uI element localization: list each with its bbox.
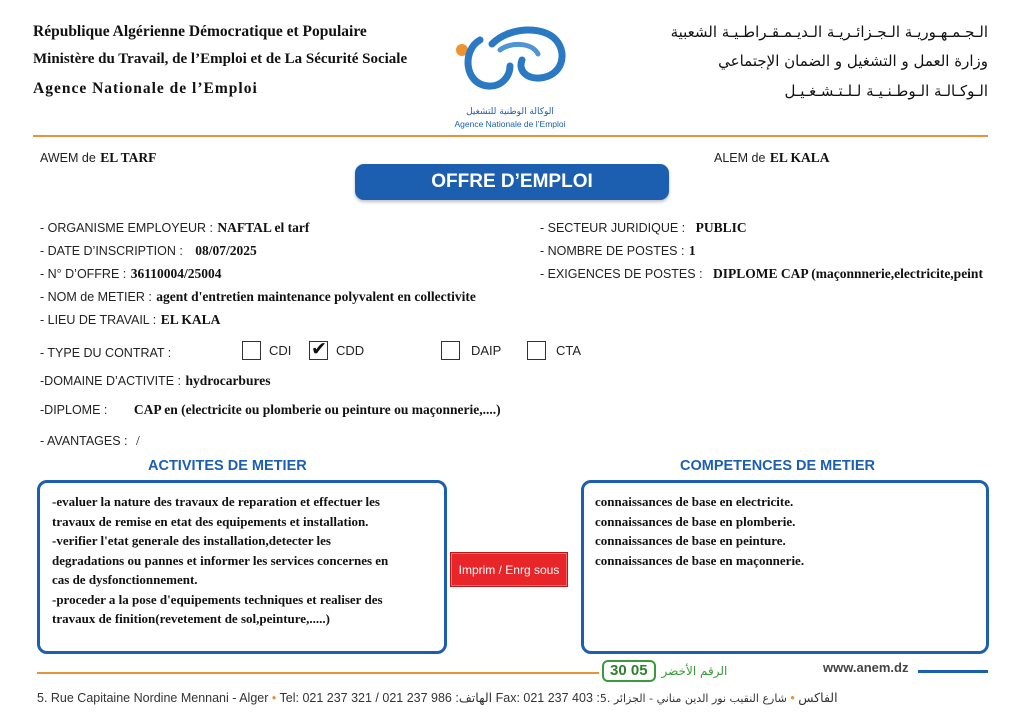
activite-line: -evaluer la nature des travaux de reparation et effectuer les (52, 494, 380, 509)
footer-blue-line (918, 670, 988, 673)
header-ar-line-2: وزارة العمل و التشغيل و الضمان الإجتماعي (718, 52, 988, 70)
field-organisme (40, 219, 309, 237)
field-exigences (540, 265, 992, 283)
website[interactable]: www.anem.dz (823, 660, 909, 675)
contract-cdi[interactable] (242, 341, 291, 360)
offre-label: - N° D’OFFRE : (40, 267, 127, 281)
fax: Fax: 021 237 403 :الفاكس (495, 691, 838, 705)
awem-label: AWEM de (40, 151, 96, 165)
logo-caption: Agence Nationale de l’Emploi (454, 119, 566, 129)
contract-cta[interactable] (527, 341, 581, 360)
domaine-label: -DOMAINE D’ACTIVITE : (40, 374, 181, 388)
anem-logo-icon (440, 20, 580, 102)
contract-daip[interactable] (441, 341, 501, 360)
activite-line: cas de dysfonctionnement. (52, 572, 198, 587)
competence-line: connaissances de base en electricite. (595, 494, 794, 509)
header-fr-line-3: Agence Nationale de l’Emploi (33, 80, 258, 97)
cdd-label: CDD (336, 343, 365, 358)
daip-label: DAIP (471, 343, 502, 358)
field-contrat-label (40, 344, 171, 362)
header-ar-line-3: الـوكـالـة الـوطـنـيـة لـلـتـشـغـيـل (784, 82, 988, 100)
footer-address (37, 690, 838, 705)
competences-box (581, 480, 989, 654)
address-ar: شارع النقيب نور الدين مناني - الجزائر .5 (599, 692, 787, 705)
logo-arabic-caption: الوكالة الوطنية للتشغيل (466, 107, 554, 117)
activite-line: travaux de finition(revetement de sol,peinture,.....) (52, 611, 330, 626)
competence-line: connaissances de base en maçonnerie. (595, 552, 805, 568)
secteur-value: PUBLIC (695, 220, 747, 235)
activite-line: travaux de remise en etat des equipements et installation. (52, 513, 369, 529)
alem-value: EL KALA (769, 150, 830, 165)
metier-label: - NOM de METIER : (40, 290, 152, 304)
postes-label: - NOMBRE DE POSTES : (540, 244, 685, 258)
avantages-value: / (135, 433, 140, 448)
field-secteur (540, 219, 747, 237)
competence-line: connaissances de base en peinture. (595, 533, 786, 548)
postes-value: 1 (688, 243, 696, 258)
field-avantages (40, 432, 140, 450)
checkbox-cdi[interactable] (242, 341, 261, 360)
check-mark-icon: ✔ (311, 338, 327, 360)
activites-list (40, 483, 444, 629)
activite-line: -verifier l'etat generale des installation,detecter les (52, 533, 331, 548)
field-date (40, 242, 257, 260)
activites-box (37, 480, 447, 654)
diplome-value: CAP en (electricite ou plomberie ou peinture ou maçonnerie,....) (133, 402, 501, 417)
diplome-label: -DIPLOME : (40, 403, 108, 417)
contrat-label: - TYPE DU CONTRAT : (40, 346, 172, 360)
organisme-value: NAFTAL el tarf (217, 220, 310, 235)
checkbox-cta[interactable] (527, 341, 546, 360)
alem-label: ALEM de (714, 151, 766, 165)
competence-line: connaissances de base en plomberie. (595, 513, 796, 529)
header-fr-line-1: République Algérienne Démocratique et Populaire (33, 23, 367, 40)
page-title: OFFRE D’EMPLOI (355, 164, 669, 200)
lieu-value: EL KALA (160, 312, 221, 327)
header-divider (33, 135, 988, 137)
exigences-label: - EXIGENCES DE POSTES : (540, 267, 703, 281)
awem-value: EL TARF (100, 150, 157, 165)
cdi-label: CDI (269, 343, 292, 358)
field-metier (40, 288, 476, 306)
organisme-label: - ORGANISME EMPLOYEUR : (40, 221, 213, 235)
separator-dot: • (271, 691, 277, 705)
lieu-label: - LIEU DE TRAVAIL : (40, 313, 157, 327)
metier-value: agent d'entretien maintenance polyvalent en collectivite (156, 289, 476, 304)
field-diplome (40, 401, 501, 419)
activites-title: ACTIVITES DE METIER (148, 458, 307, 474)
activite-line: -proceder a la pose d'equipements techniques et realiser des (52, 591, 383, 607)
green-number-label: الرقم الأخضر (661, 664, 728, 678)
address-fr: 5. Rue Capitaine Nordine Mennani - Alger (37, 691, 269, 705)
field-domaine (40, 372, 270, 390)
alem (714, 149, 830, 167)
date-label: - DATE D’INSCRIPTION : (40, 244, 183, 258)
anem-logo (440, 20, 580, 130)
domaine-value: hydrocarbures (185, 373, 271, 388)
green-number: 30 05 (602, 660, 656, 682)
field-lieu (40, 311, 220, 329)
cta-label: CTA (556, 343, 582, 358)
checkbox-cdd[interactable] (309, 338, 328, 360)
competences-list (584, 483, 986, 570)
competences-title: COMPETENCES DE METIER (680, 458, 875, 474)
green-number-badge (602, 660, 727, 682)
activite-line: degradations ou pannes et informer les services concernes en (52, 552, 389, 568)
offre-value: 36110004/25004 (130, 266, 222, 281)
header-ar-line-1: الـجـمـهـوريـة الـجـزائـريـة الـديـمـقـراطـيـة الشعبية (670, 23, 988, 41)
header-fr-line-2: Ministère du Travail, de l’Emploi et de La Sécurité Sociale (33, 51, 408, 67)
awem (40, 149, 156, 167)
exigences-value: DIPLOME CAP (maçonnnerie,electricite,peint (713, 266, 983, 281)
print-save-button[interactable]: Imprim / Enrg sous (450, 552, 568, 587)
checkbox-daip[interactable] (441, 341, 460, 360)
date-value: 08/07/2025 (195, 243, 257, 258)
separator-dot: • (790, 691, 795, 705)
footer-orange-line (37, 672, 599, 674)
field-offre (40, 265, 221, 283)
contract-cdd[interactable] (309, 338, 365, 360)
avantages-label: - AVANTAGES : (40, 434, 128, 448)
secteur-label: - SECTEUR JURIDIQUE : (540, 221, 686, 235)
field-postes (540, 242, 696, 260)
phone: Tel: 021 237 321 / 021 237 986 :الهاتف (279, 691, 493, 705)
